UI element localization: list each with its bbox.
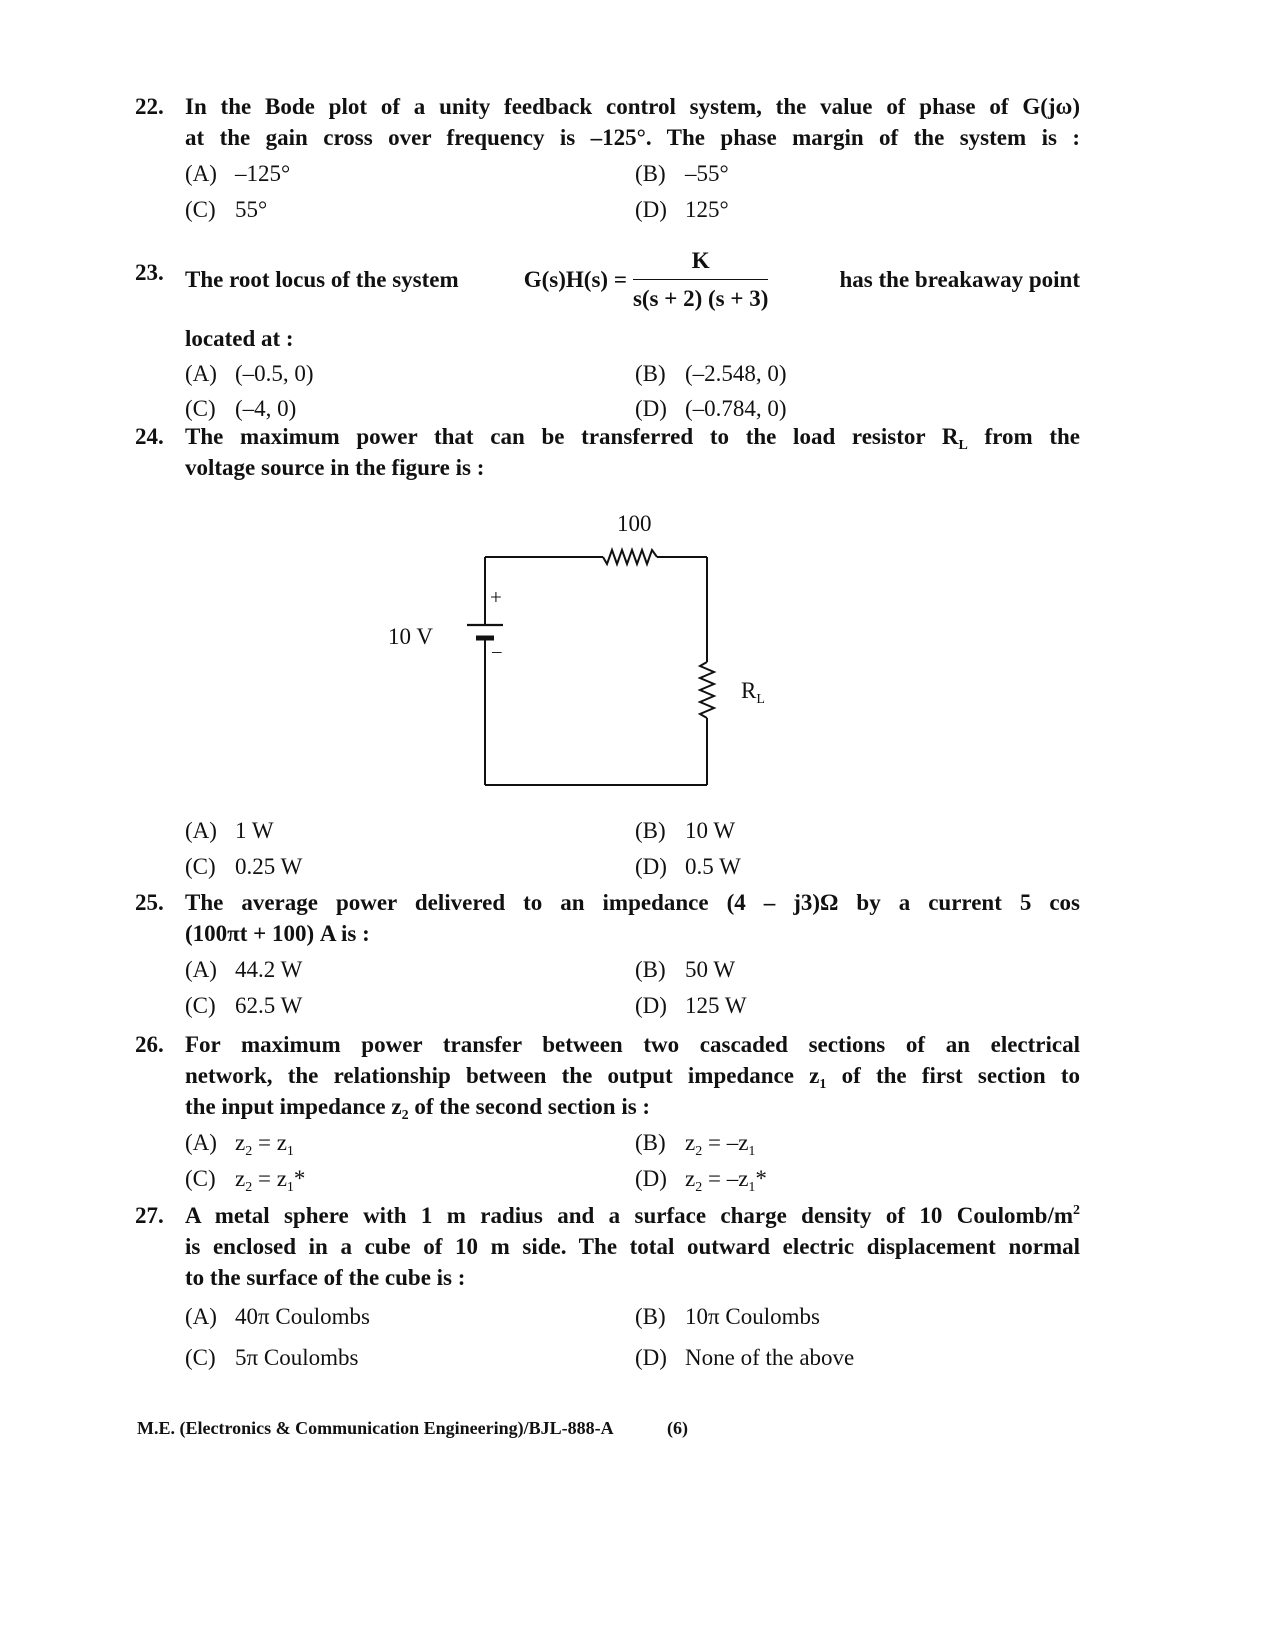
option-text: None of the above [685, 1345, 855, 1370]
option-d[interactable] [635, 194, 729, 225]
option-label: (D) [635, 1345, 667, 1370]
option-text: 125 W [685, 993, 747, 1018]
subscript: 2 [695, 1144, 703, 1159]
question-27 [135, 1200, 1080, 1381]
question-text [185, 1029, 1080, 1122]
question-text-part: from the [967, 424, 1080, 449]
question-text-part: of the second section is : [408, 1094, 651, 1119]
question-number: 26. [135, 1032, 164, 1057]
question-23 [135, 245, 1080, 430]
transfer-function [524, 245, 775, 314]
option-a[interactable] [185, 954, 302, 985]
option-text: (–0.5, 0) [235, 361, 314, 386]
option-text: 0.25 W [235, 854, 303, 879]
option-a[interactable] [185, 158, 290, 189]
fraction [633, 245, 768, 314]
option-d[interactable] [635, 1163, 767, 1194]
options [185, 1127, 1080, 1199]
question-25 [135, 887, 1080, 1026]
question-line: at the gain cross over frequency is –125°. The phase margin of the system is : [185, 125, 1080, 150]
question-text-part: the input impedance z [185, 1094, 402, 1119]
option-label: (D) [635, 1166, 667, 1191]
question-24 [135, 421, 1080, 483]
option-text: 40π Coulombs [235, 1304, 370, 1329]
page-number: (6) [667, 1418, 688, 1438]
option-label: (B) [635, 161, 666, 186]
option-label: (B) [635, 1130, 666, 1155]
question-text-part: network, the relationship between the output impedance z [185, 1063, 820, 1088]
question-line: has the breakaway point [839, 267, 1080, 292]
option-d[interactable] [635, 1342, 854, 1373]
options [185, 815, 1080, 887]
option-a[interactable] [185, 815, 274, 846]
option-b[interactable] [635, 158, 729, 189]
subscript: 2 [245, 1180, 253, 1195]
option-text: 55° [235, 197, 268, 222]
question-number: 25. [135, 890, 164, 915]
option-label: (A) [185, 957, 217, 982]
option-text: 125° [685, 197, 729, 222]
option-label: (D) [635, 993, 667, 1018]
option-d[interactable] [635, 990, 747, 1021]
option-label: (A) [185, 818, 217, 843]
question-line: located at : [185, 326, 294, 351]
option-label: (D) [635, 197, 667, 222]
question-line: (100πt + 100) A is : [185, 921, 370, 946]
option-text: (–0.784, 0) [685, 396, 787, 421]
question-text [185, 1200, 1080, 1293]
fraction-denominator: s(s + 2) (s + 3) [632, 286, 769, 311]
option-label: (C) [185, 1166, 216, 1191]
option-text: 62.5 W [235, 993, 303, 1018]
option-text: = –z [702, 1166, 749, 1191]
option-a[interactable] [185, 1301, 370, 1332]
option-text: z [685, 1166, 696, 1191]
question-line: voltage source in the figure is : [185, 455, 485, 480]
question-number: 24. [135, 424, 164, 449]
subscript: L [756, 692, 765, 707]
question-text-part: The maximum power that can be transferred to the load resistor R [185, 424, 959, 449]
question-text [185, 91, 1080, 153]
load-label-text: R [741, 678, 757, 703]
subscript: L [958, 438, 968, 453]
option-text: (–4, 0) [235, 396, 297, 421]
minus-sign: – [492, 641, 502, 662]
option-text: 10 W [685, 818, 736, 843]
question-text [185, 245, 1080, 314]
option-text: z [235, 1166, 246, 1191]
question-text-part: of the first section to [826, 1063, 1080, 1088]
question-line: In the Bode plot of a unity feedback control system, the value of phase of G(jω) [185, 94, 1080, 119]
page-footer [137, 1418, 688, 1439]
options [185, 954, 1080, 1026]
footer-text: M.E. (Electronics & Communication Engineering)/BJL-888-A [137, 1418, 614, 1438]
option-text: * [755, 1166, 767, 1191]
option-label: (A) [185, 161, 217, 186]
subscript: 1 [748, 1144, 756, 1159]
question-number: 27. [135, 1203, 164, 1228]
option-c[interactable] [185, 851, 302, 882]
question-line [185, 1200, 1080, 1231]
option-text: 44.2 W [235, 957, 303, 982]
question-text [185, 887, 1080, 949]
option-label: (D) [635, 396, 667, 421]
option-d[interactable] [635, 393, 787, 424]
subscript: 1 [819, 1077, 827, 1092]
superscript: 2 [1073, 1203, 1080, 1218]
subscript: 2 [245, 1144, 253, 1159]
option-label: (C) [185, 396, 216, 421]
option-text: 10π Coulombs [685, 1304, 820, 1329]
option-text: –125° [235, 161, 291, 186]
option-text: z [235, 1130, 246, 1155]
option-c[interactable] [185, 1342, 358, 1373]
question-line [185, 421, 1080, 452]
subscript: 1 [748, 1180, 756, 1195]
option-text: 5π Coulombs [235, 1345, 359, 1370]
option-text: 50 W [685, 957, 736, 982]
option-text: = z [252, 1130, 287, 1155]
question-line: For maximum power transfer between two cascaded sections of an electrical [185, 1032, 1080, 1057]
resistor-100 [603, 550, 657, 564]
option-label: (B) [635, 818, 666, 843]
option-c[interactable] [185, 990, 302, 1021]
option-label: (C) [185, 854, 216, 879]
option-label: (A) [185, 361, 217, 386]
option-label: (C) [185, 197, 216, 222]
load-label [741, 678, 765, 707]
fraction-numerator: K [633, 245, 768, 280]
option-text: = –z [702, 1130, 749, 1155]
question-line: The average power delivered to an impedance (4 – j3)Ω by a current 5 cos [185, 890, 1080, 915]
question-number: 23. [135, 260, 164, 285]
option-b[interactable] [635, 1301, 820, 1332]
subscript: 2 [695, 1180, 703, 1195]
option-c[interactable] [185, 1163, 305, 1194]
transfer-function-lhs: G(s)H(s) = [523, 267, 627, 292]
option-text: = z [252, 1166, 287, 1191]
option-text: 1 W [235, 818, 274, 843]
question-line [185, 1060, 1080, 1091]
question-text-part: A metal sphere with 1 m radius and a surface charge density of 10 Coulomb/m [185, 1203, 1073, 1228]
option-text: z [685, 1130, 696, 1155]
subscript: 2 [401, 1108, 409, 1123]
source-label: 10 V [388, 624, 433, 649]
option-label: (C) [185, 1345, 216, 1370]
question-22 [135, 91, 1080, 230]
option-label: (D) [635, 854, 667, 879]
option-c[interactable] [185, 194, 267, 225]
option-c[interactable] [185, 393, 296, 424]
option-text: –55° [685, 161, 729, 186]
subscript: 1 [286, 1144, 294, 1159]
option-label: (B) [635, 361, 666, 386]
subscript: 1 [286, 1180, 294, 1195]
option-label: (C) [185, 993, 216, 1018]
option-label: (B) [635, 1304, 666, 1329]
question-line: The root locus of the system [185, 267, 459, 292]
option-label: (A) [185, 1130, 217, 1155]
option-text: 0.5 W [685, 854, 741, 879]
option-d[interactable] [635, 851, 741, 882]
options [185, 158, 1080, 230]
option-text: (–2.548, 0) [685, 361, 787, 386]
option-label: (B) [635, 957, 666, 982]
question-number: 22. [135, 94, 164, 119]
option-b[interactable] [635, 358, 787, 389]
question-line [185, 1091, 1080, 1122]
option-text: * [293, 1166, 306, 1191]
option-a[interactable] [185, 358, 314, 389]
question-24-options [135, 815, 1080, 887]
option-label: (A) [185, 1304, 217, 1329]
question-text [185, 421, 1080, 483]
load-resistor [700, 662, 714, 718]
option-b[interactable] [635, 954, 735, 985]
option-a[interactable] [185, 1127, 294, 1158]
resistor-label: 100 [617, 511, 652, 536]
options [185, 358, 1080, 430]
question-line: to the surface of the cube is : [185, 1265, 466, 1290]
question-line: is enclosed in a cube of 10 m side. The total outward electric displacement normal [185, 1234, 1080, 1259]
plus-sign: + [490, 585, 502, 609]
option-b[interactable] [635, 815, 735, 846]
options [185, 1301, 1080, 1381]
option-b[interactable] [635, 1127, 755, 1158]
question-26 [135, 1029, 1080, 1199]
